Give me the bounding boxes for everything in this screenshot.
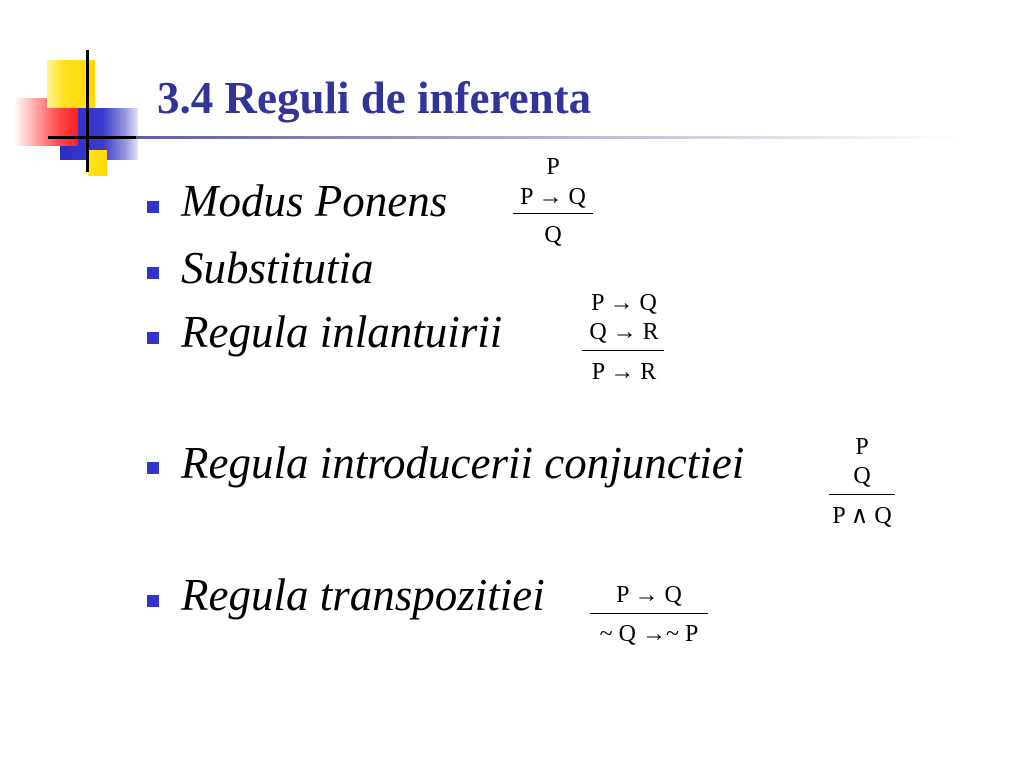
rule-inference-line [829,494,895,495]
logo-yellow-accent [88,150,107,176]
rule-inference-line [582,350,664,351]
rule-inlantuirii [574,286,674,386]
bullet-square-icon [147,332,159,344]
bullet-label: Regula transpozitiei [181,570,545,620]
bullet-square-icon [147,595,159,607]
bullet-square-icon [147,462,159,474]
rule-premise: P [546,154,560,180]
rule-transpozitiei [589,578,709,650]
rule-conclusion: Q [544,222,562,248]
rule-premise: P → Q [591,290,657,316]
rule-premise: P [855,434,869,460]
rule-conclusion: ~ Q →~ P [599,621,699,647]
rule-inference-line [513,213,593,214]
rule-conclusion: P ∧ Q [832,503,892,529]
rule-premise: P → Q [520,184,586,210]
rule-inference-line [590,613,708,614]
rule-premise: Q [853,463,871,489]
rule-conclusion: P → R [591,359,657,385]
bullet-label: Regula inlantuirii [181,307,503,357]
rule-premise: Q → R [589,319,659,345]
logo-vertical-line [86,50,89,172]
bullet-label: Regula introducerii conjunctiei [181,438,745,488]
rule-modus-ponens [503,150,603,250]
bullet-label: Modus Ponens [181,176,448,226]
slide-title: 3.4 Reguli de inferenta [157,73,592,123]
bullet-label: Substitutia [181,243,374,293]
rule-premise: P → Q [616,582,682,608]
bullet-square-icon [147,201,159,213]
rule-conjunctiei [812,430,912,530]
logo-horizontal-line [48,136,138,139]
bullet-square-icon [147,267,159,279]
title-underline [136,136,966,139]
